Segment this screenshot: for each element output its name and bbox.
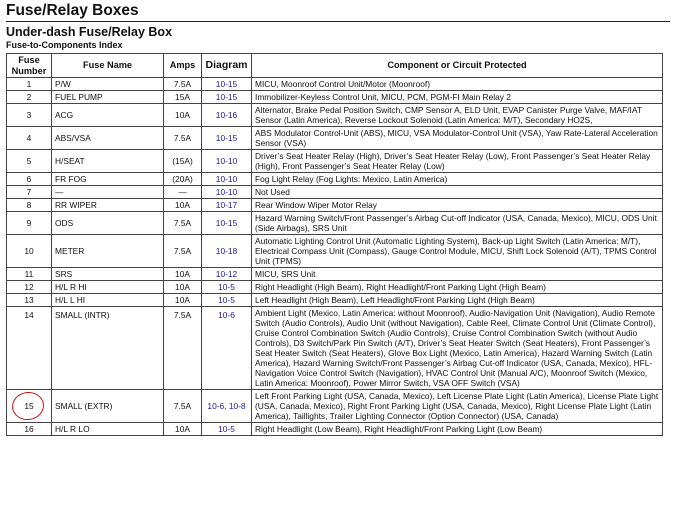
amps-cell: 7.5A xyxy=(164,390,202,423)
amps-cell: 10A xyxy=(164,281,202,294)
table-row xyxy=(7,127,663,150)
amps-cell: 7.5A xyxy=(164,127,202,150)
document-page xyxy=(6,2,666,436)
table-body xyxy=(7,78,663,436)
diagram-cell: 10-6, 10-8 xyxy=(202,390,252,423)
amps-cell: — xyxy=(164,186,202,199)
component-cell: Right Headlight (High Beam), Right Headlight/Front Parking Light (High Beam) xyxy=(252,281,663,294)
header-fuse-name: Fuse Name xyxy=(52,54,164,78)
diagram-cell: 10-5 xyxy=(202,281,252,294)
table-row xyxy=(7,423,663,436)
table-row xyxy=(7,199,663,212)
diagram-cell: 10-6 xyxy=(202,307,252,390)
fuse-number-cell: 14 xyxy=(7,307,52,390)
fuse-number-cell: 7 xyxy=(7,186,52,199)
table-row xyxy=(7,173,663,186)
diagram-cell: 10-10 xyxy=(202,173,252,186)
fuse-number-cell: 3 xyxy=(7,104,52,127)
amps-cell: 10A xyxy=(164,294,202,307)
component-cell: Left Headlight (High Beam), Left Headlight/Front Parking Light (High Beam) xyxy=(252,294,663,307)
table-row xyxy=(7,91,663,104)
amps-cell: 10A xyxy=(164,104,202,127)
section-title: Under-dash Fuse/Relay Box xyxy=(6,25,173,39)
component-cell: Left Front Parking Light (USA, Canada, Mexico), Left License Plate Light (Latin America), License Plate Light (USA, Canada, Mexico), Right Front Parking Light (USA, Canada, Mexico), Right License Plate Light (Latin America), Taillights, Trailer Lighting Connector (Option Connector) (USA, Canada) xyxy=(252,390,663,423)
diagram-cell: 10-5 xyxy=(202,423,252,436)
diagram-cell: 10-15 xyxy=(202,127,252,150)
component-cell: ABS Modulator Control-Unit (ABS), MICU, VSA Modulator-Control Unit (VSA), Yaw Rate-Lateral Acceleration Sensor (VSA) xyxy=(252,127,663,150)
table-row xyxy=(7,186,663,199)
fuse-name-cell: FUEL PUMP xyxy=(52,91,164,104)
fuse-number-cell: 8 xyxy=(7,199,52,212)
amps-cell: 7.5A xyxy=(164,212,202,235)
fuse-name-cell: ABS/VSA xyxy=(52,127,164,150)
fuse-number-cell: 12 xyxy=(7,281,52,294)
title-divider xyxy=(6,21,670,22)
component-cell: Immobilizer-Keyless Control Unit, MICU, PCM, PGM-FI Main Relay 2 xyxy=(252,91,663,104)
fuse-name-cell: SMALL (INTR) xyxy=(52,307,164,390)
fuse-name-cell: METER xyxy=(52,235,164,268)
amps-cell: (15A) xyxy=(164,150,202,173)
amps-cell: 7.5A xyxy=(164,235,202,268)
header-diagram: Diagram xyxy=(202,54,252,78)
fuse-name-cell: — xyxy=(52,186,164,199)
fuse-name-cell: SMALL (EXTR) xyxy=(52,390,164,423)
diagram-cell: 10-18 xyxy=(202,235,252,268)
fuse-name-cell: H/SEAT xyxy=(52,150,164,173)
component-cell: Automatic Lighting Control Unit (Automatic Lighting System), Back-up Light Switch (Latin America: M/T), Electrical Compass Unit (Compass), Gauge Control Module, MICU, Shift Lock Solenoid (A/T), TPMS Control Unit (TPMS) xyxy=(252,235,663,268)
fuse-name-cell: ODS xyxy=(52,212,164,235)
table-row xyxy=(7,104,663,127)
fuse-number-cell: 1 xyxy=(7,78,52,91)
diagram-cell: 10-10 xyxy=(202,186,252,199)
fuse-number-cell: 5 xyxy=(7,150,52,173)
fuse-number-cell: 15 xyxy=(7,390,52,423)
index-title: Fuse-to-Components Index xyxy=(6,40,123,50)
component-cell: MICU, Moonroof Control Unit/Motor (Moonroof) xyxy=(252,78,663,91)
fuse-number-cell: 2 xyxy=(7,91,52,104)
header-component: Component or Circuit Protected xyxy=(252,54,663,78)
fuse-index-table xyxy=(6,53,663,436)
component-cell: Rear Window Wiper Motor Relay xyxy=(252,199,663,212)
fuse-name-cell: H/L R LO xyxy=(52,423,164,436)
component-cell: Right Headlight (Low Beam), Right Headlight/Front Parking Light (Low Beam) xyxy=(252,423,663,436)
fuse-name-cell: SRS xyxy=(52,268,164,281)
amps-cell: 7.5A xyxy=(164,307,202,390)
table-row xyxy=(7,268,663,281)
fuse-name-cell: ACG xyxy=(52,104,164,127)
amps-cell: 10A xyxy=(164,268,202,281)
component-cell: Alternator, Brake Pedal Position Switch, CMP Sensor A, ELD Unit, EVAP Canister Purge Valve, MAF/IAT Sensor (Latin America), Reverse Lockout Solenoid (Latin America: M/T), Secondary HO2S, xyxy=(252,104,663,127)
fuse-number-cell: 10 xyxy=(7,235,52,268)
diagram-cell: 10-12 xyxy=(202,268,252,281)
component-cell: MICU, SRS Unit xyxy=(252,268,663,281)
diagram-cell: 10-17 xyxy=(202,199,252,212)
fuse-number-cell: 6 xyxy=(7,173,52,186)
fuse-number-cell: 11 xyxy=(7,268,52,281)
fuse-name-cell: RR WIPER xyxy=(52,199,164,212)
table-row xyxy=(7,390,663,423)
header-fuse-number: Fuse Number xyxy=(7,54,52,78)
component-cell: Not Used xyxy=(252,186,663,199)
diagram-cell: 10-15 xyxy=(202,91,252,104)
diagram-cell: 10-15 xyxy=(202,212,252,235)
diagram-cell: 10-16 xyxy=(202,104,252,127)
fuse-name-cell: H/L L HI xyxy=(52,294,164,307)
table-row xyxy=(7,235,663,268)
fuse-name-cell: FR FOG xyxy=(52,173,164,186)
fuse-number-cell: 9 xyxy=(7,212,52,235)
fuse-number-cell: 13 xyxy=(7,294,52,307)
header-amps: Amps xyxy=(164,54,202,78)
amps-cell: 10A xyxy=(164,423,202,436)
table-row xyxy=(7,78,663,91)
table-row xyxy=(7,150,663,173)
amps-cell: 15A xyxy=(164,91,202,104)
amps-cell: 7.5A xyxy=(164,78,202,91)
table-row xyxy=(7,307,663,390)
fuse-name-cell: P/W xyxy=(52,78,164,91)
table-row xyxy=(7,281,663,294)
amps-cell: 10A xyxy=(164,199,202,212)
table-row xyxy=(7,212,663,235)
component-cell: Driver’s Seat Heater Relay (High), Driver’s Seat Heater Relay (Low), Front Passenger’s Seat Heater Relay (High), Front Passenger’s Seat Heater Relay (Low) xyxy=(252,150,663,173)
page-title: Fuse/Relay Boxes xyxy=(6,2,139,19)
diagram-cell: 10-15 xyxy=(202,78,252,91)
amps-cell: (20A) xyxy=(164,173,202,186)
diagram-cell: 10-5 xyxy=(202,294,252,307)
component-cell: Fog Light Relay (Fog Lights: Mexico, Latin America) xyxy=(252,173,663,186)
table-header-row xyxy=(7,54,663,78)
diagram-cell: 10-10 xyxy=(202,150,252,173)
fuse-number-cell: 4 xyxy=(7,127,52,150)
component-cell: Hazard Warning Switch/Front Passenger’s Airbag Cut-off Indicator (USA, Canada, Mexico), MICU, ODS Unit (Side Airbags), SRS Unit xyxy=(252,212,663,235)
component-cell: Ambient Light (Mexico, Latin America: without Moonroof), Audio-Navigation Unit (Navigation), Audio Remote Switch (Audio Controls), Audio Unit (without Navigation), Cable Reel, Climate Control Unit (Climate Control), Cruise Control Combination Switch (Audio Controls), Cruise Control Combination Switch (without Audio Controls), D3 Switch/Park Pin Switch (A/T), Driver’s Seat Heater Switch (Seat Heaters), Front Passenger’s Seat Heater Switch (Seat Heaters), Glove Box Light (Mexico, Latin America), Hazard Warning Switch (Latin America), Hazard Warning Switch/Front Passenger’s Airbag Cut-off Indicator (USA, Canada, Mexico), HFL-Navigation Voice Control Switch (Navigation), HVAC Control Unit (Manual A/C), Moonroof Switch (Mexico, Latin America: Moonroof), Power Mirror Switch, VSA OFF Switch (VSA) xyxy=(252,307,663,390)
fuse-name-cell: H/L R HI xyxy=(52,281,164,294)
table-row xyxy=(7,294,663,307)
fuse-number-cell: 16 xyxy=(7,423,52,436)
